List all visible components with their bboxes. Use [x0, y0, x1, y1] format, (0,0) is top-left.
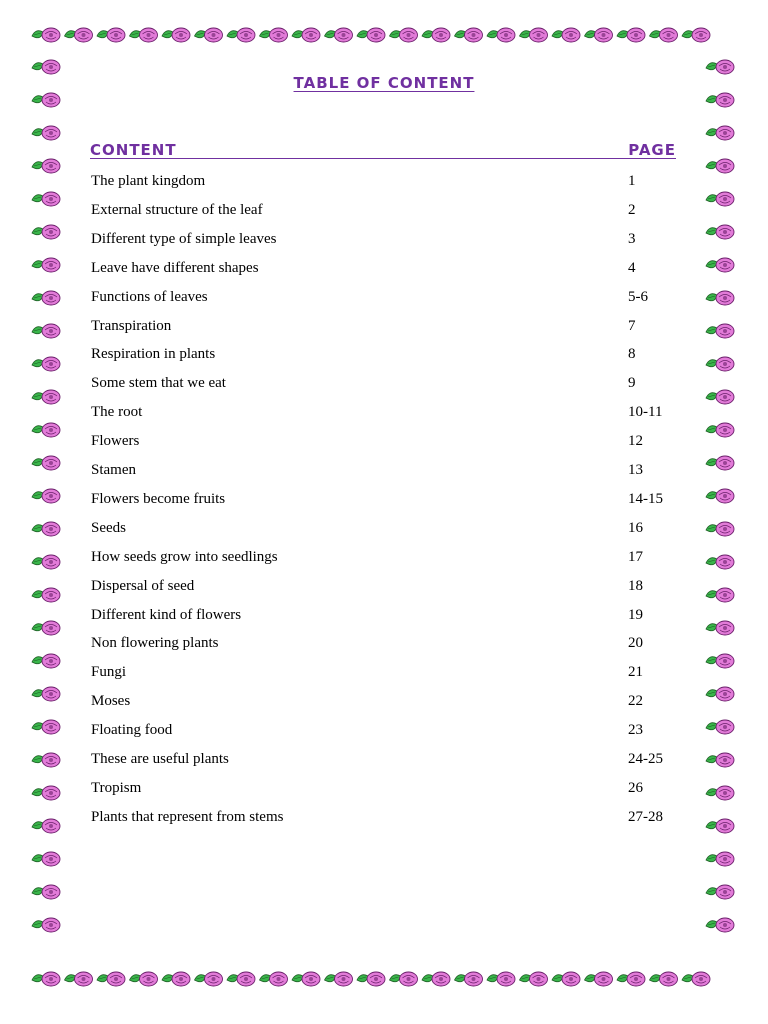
toc-entry-page: 24-25	[628, 751, 663, 767]
toc-entry-title: Stamen	[91, 462, 136, 478]
toc-entry	[0, 346, 768, 370]
toc-entry	[0, 404, 768, 428]
toc-entry	[0, 780, 768, 804]
toc-entry-title: Flowers	[91, 433, 140, 450]
toc-entry-title: Tropism	[91, 779, 142, 796]
toc-entry-title: Respiration in plants	[91, 346, 216, 363]
toc-entry-title: Some stem that we eat	[91, 375, 226, 392]
toc-entry-page: 3	[628, 230, 636, 247]
toc-entry-title: Floating food	[91, 722, 173, 739]
toc-entry-title: Seeds	[91, 519, 126, 536]
toc-entry	[0, 462, 768, 486]
toc-entry	[0, 231, 768, 255]
toc-entry-page: 21	[628, 664, 643, 681]
toc-entry	[0, 607, 768, 631]
page-title: TABLE OF CONTENT	[293, 74, 475, 92]
toc-entry-page: 12	[628, 433, 643, 450]
toc-entry	[0, 491, 768, 515]
page-column-header: PAGE	[628, 141, 676, 159]
toc-entry-page: 17	[628, 548, 643, 565]
toc-entry	[0, 693, 768, 717]
toc-entry-title: Dispersal of seed	[91, 577, 195, 594]
toc-entry-page: 18	[628, 577, 643, 594]
toc-entry-title: Different type of simple leaves	[91, 230, 277, 247]
toc-entry	[0, 173, 768, 197]
toc-entry-title: Plants that represent from stems	[91, 808, 284, 825]
toc-entry-page: 10-11	[628, 404, 663, 421]
toc-entry-title: Transpiration	[91, 317, 172, 334]
toc-entry-page: 27-28	[628, 808, 663, 825]
toc-entry-page: 4	[628, 259, 636, 276]
toc-entry-page: 9	[628, 375, 636, 392]
toc-entry-title: Flowers become fruits	[91, 490, 226, 507]
toc-entry-page: 16	[628, 519, 643, 536]
toc-entry-page: 20	[628, 635, 643, 652]
toc-entry-page: 5-6	[628, 288, 648, 305]
toc-entry-page: 26	[628, 779, 643, 796]
toc-entry-title: Functions of leaves	[91, 288, 208, 305]
toc-entry	[0, 549, 768, 573]
toc-entry-page: 22	[628, 693, 643, 710]
toc-entry	[0, 722, 768, 746]
toc-entry-page: 1	[628, 173, 636, 189]
toc-entry	[0, 260, 768, 284]
toc-entry	[0, 578, 768, 602]
toc-entry	[0, 433, 768, 457]
toc-entry-title: Different kind of flowers	[91, 606, 242, 623]
toc-entry	[0, 635, 768, 659]
toc-entry-title: The root	[91, 404, 143, 421]
toc-entry-title: Moses	[91, 693, 131, 710]
toc-entry-page: 2	[628, 201, 636, 218]
toc-entry-title: Non flowering plants	[91, 635, 219, 652]
toc-entry-page: 13	[628, 462, 643, 478]
toc-entry-title: Fungi	[91, 664, 127, 681]
toc-entry-page: 8	[628, 346, 636, 363]
toc-entry	[0, 809, 768, 833]
content-column-header: CONTENT	[90, 141, 177, 159]
toc-entry	[0, 318, 768, 342]
toc-entry	[0, 202, 768, 226]
toc-entry-title: The plant kingdom	[91, 173, 206, 189]
toc-entry-title: How seeds grow into seedlings	[91, 548, 278, 565]
toc-entry	[0, 289, 768, 313]
toc-entry-page: 7	[628, 317, 636, 334]
toc-entry-title: Leave have different shapes	[91, 259, 259, 276]
toc-entry	[0, 375, 768, 399]
toc-entry-page: 14-15	[628, 490, 663, 507]
toc-entry-page: 19	[628, 606, 643, 623]
toc-entry-title: These are useful plants	[91, 751, 229, 767]
toc-entry	[0, 751, 768, 775]
toc-entry	[0, 664, 768, 688]
toc-entry-title: External structure of the leaf	[91, 201, 263, 218]
toc-entry	[0, 520, 768, 544]
toc-entry-page: 23	[628, 722, 643, 739]
